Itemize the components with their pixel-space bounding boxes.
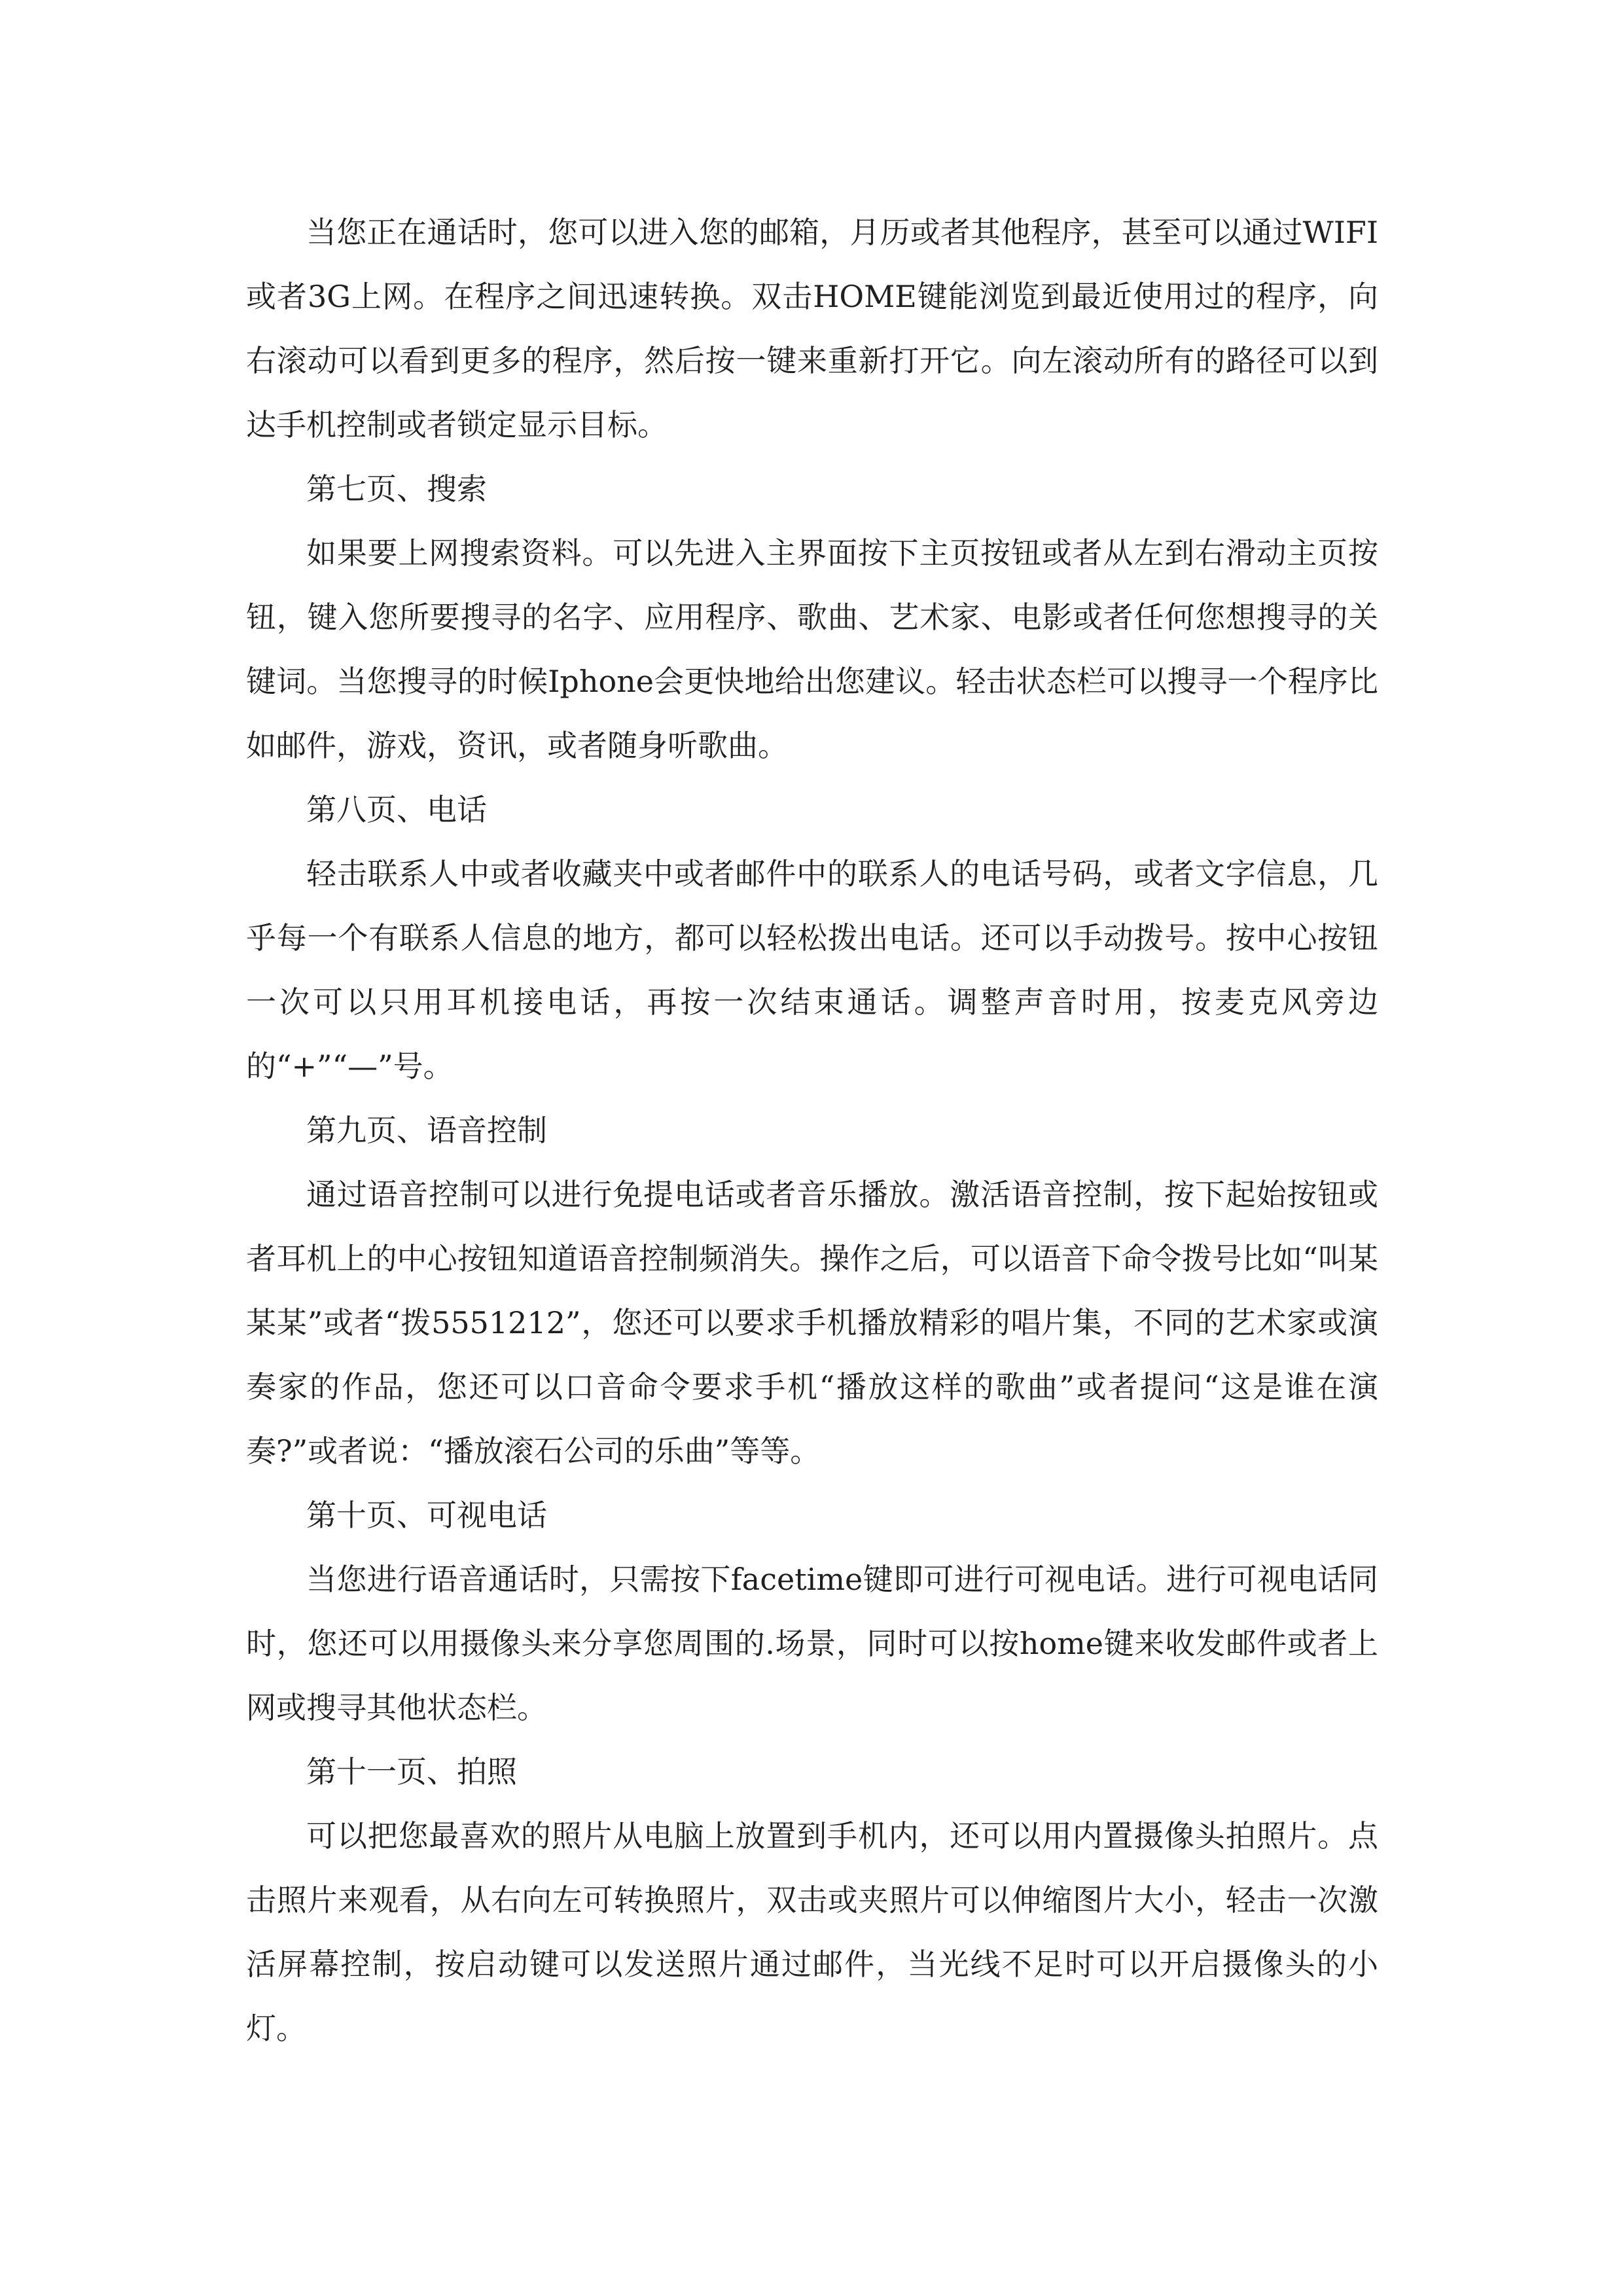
document-body	[246, 200, 1378, 2060]
heading-page-7-search: 第七页、搜索	[306, 471, 487, 507]
heading-page-8-phone: 第八页、电话	[306, 792, 487, 827]
paragraph-search: 如果要上网搜索资料。可以先进入主界面按下主页按钮或者从左到右滑动主页按钮，键入您所要搜寻的名字、应用程序、歌曲、艺术家、电影或者任何您想搜寻的关键词。当您搜寻的时候Iphone会更快地给出您建议。轻击状态栏可以搜寻一个程序比如邮件，游戏，资讯，或者随身听歌曲。	[246, 535, 1378, 763]
paragraph-camera: 可以把您最喜欢的照片从电脑上放置到手机内，还可以用内置摄像头拍照片。点击照片来观看，从右向左可转换照片，双击或夹照片可以伸缩图片大小，轻击一次激活屏幕控制，按启动键可以发送照片通过邮件，当光线不足时可以开启摄像头的小灯。	[246, 1818, 1378, 2046]
paragraph-voice-control: 通过语音控制可以进行免提电话或者音乐播放。激活语音控制，按下起始按钮或者耳机上的中心按钮知道语音控制频消失。操作之后，可以语音下命令拨号比如“叫某某某”或者“拨5551212”，您还可以要求手机播放精彩的唱片集，不同的艺术家或演奏家的作品，您还可以口音命令要求手机“播放这样的歌曲”或者提问“这是谁在演奏?”或者说：“播放滚石公司的乐曲”等等。	[246, 1177, 1378, 1469]
heading-page-11-camera: 第十一页、拍照	[306, 1754, 517, 1789]
paragraph-video-call: 当您进行语音通话时，只需按下facetime键即可进行可视电话。进行可视电话同时，您还可以用摄像头来分享您周围的.场景，同时可以按home键来收发邮件或者上网或搜寻其他状态栏。	[246, 1562, 1378, 1725]
paragraph-phone: 轻击联系人中或者收藏夹中或者邮件中的联系人的电话号码，或者文字信息，几乎每一个有联系人信息的地方，都可以轻松拨出电话。还可以手动拨号。按中心按钮一次可以只用耳机接电话，再按一次结束通话。调整声音时用，按麦克风旁边的“+”“—”号。	[246, 856, 1378, 1084]
paragraph-call-multitasking: 当您正在通话时，您可以进入您的邮箱，月历或者其他程序，甚至可以通过WIFI或者3G上网。在程序之间迅速转换。双击HOME键能浏览到最近使用过的程序，向右滚动可以看到更多的程序，然后按一键来重新打开它。向左滚动所有的路径可以到达手机控制或者锁定显示目标。	[246, 215, 1378, 442]
heading-page-9-voice-control: 第九页、语音控制	[306, 1113, 547, 1148]
heading-page-10-video-call: 第十页、可视电话	[306, 1498, 547, 1533]
